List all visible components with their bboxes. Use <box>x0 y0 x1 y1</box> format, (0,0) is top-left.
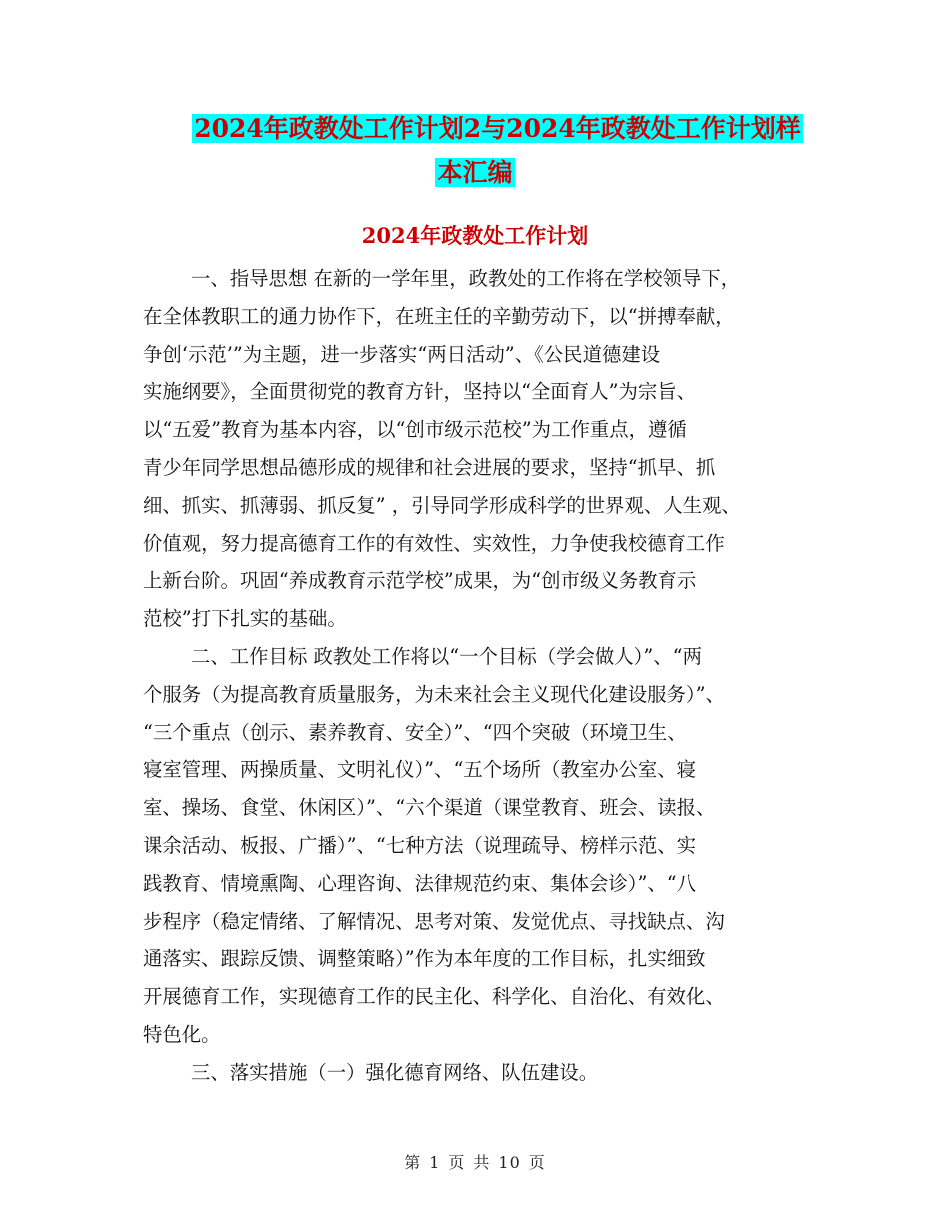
paragraph-line: 个服务（为提高教育质量服务，为未来社会主义现代化建设服务）”、 <box>143 682 725 706</box>
section-title: 2024年政教处工作计划 <box>361 223 589 248</box>
paragraph-line: 实施纲要》，全面贯彻党的教育方针，坚持以“全面育人”为宗旨、 <box>143 380 697 404</box>
paragraph-line: 以“五爱”教育为基本内容，以“创市级示范校”为工作重点，遵循 <box>143 418 687 442</box>
footer-label-ye: 页 <box>448 1153 466 1172</box>
document-body <box>143 260 823 1092</box>
paragraph-line: 细、抓实、抓薄弱、抓反复” ，引导同学形成科学的世界观、人生观、 <box>143 493 741 517</box>
paragraph-line: 课余活动、板报、广播）”、“七种方法（说理疏导、榜样示范、实 <box>143 833 697 857</box>
paragraph-line: 一、指导思想 在新的一学年里，政教处的工作将在学校领导下， <box>191 267 741 290</box>
paragraph-line: 范校”打下扎实的基础。 <box>143 607 347 631</box>
paragraph-line: “三个重点（创示、素养教育、安全）”、“四个突破（环境卫生、 <box>143 720 687 744</box>
paragraph-line: 上新台阶。巩固“养成教育示范学校”成果，为“创市级义务教育示 <box>143 569 697 593</box>
paragraph-line: 三、落实措施（一）强化德育网络、队伍建设。 <box>191 1060 599 1084</box>
paragraph-line: 步程序（稳定情绪、了解情况、思考对策、发觉优点、寻找缺点、沟 <box>143 909 725 933</box>
footer-label-ye2: 页 <box>528 1153 546 1172</box>
paragraph-line: 二、工作目标 政教处工作将以“一个目标（学会做人）”、“两 <box>191 644 702 668</box>
paragraph-line: 室、操场、食堂、休闲区）”、“六个渠道（课堂教育、班会、读报、 <box>143 796 716 820</box>
paragraph-line: 开展德育工作，实现德育工作的民主化、科学化、自治化、有效化、 <box>143 985 725 1009</box>
paragraph-line: 特色化。 <box>143 1022 221 1046</box>
document-title-line2: 本汇编 <box>437 158 513 187</box>
paragraph-line: 践教育、情境熏陶、心理咨询、法律规范约束、集体会诊）”、“八 <box>143 871 697 895</box>
paragraph-line: 争创‘示范’”为主题，进一步落实“两日活动”、《公民道德建设 <box>143 342 661 366</box>
footer-label-total: 共 <box>473 1153 491 1172</box>
paragraph-line: 价值观，努力提高德育工作的有效性、实效性，力争使我校德育工作 <box>143 531 725 555</box>
document-title-line1: 2024年政教处工作计划2与2024年政教处工作计划样 <box>194 114 801 143</box>
paragraph-line: 寝室管理、两操质量、文明礼仪）”、“五个场所（教室办公室、寝 <box>143 758 697 782</box>
total-pages-number: 10 <box>498 1153 521 1172</box>
page-footer <box>0 1150 950 1173</box>
paragraph-line: 通落实、跟踪反馈、调整策略）”作为本年度的工作目标，扎实细致 <box>143 947 706 971</box>
footer-label-page: 第 <box>404 1153 422 1172</box>
current-page-number: 1 <box>429 1153 441 1172</box>
paragraph-line: 青少年同学思想品德形成的规律和社会进展的要求，坚持“抓早、抓 <box>143 455 716 479</box>
paragraph-line: 在全体教职工的通力协作下，在班主任的辛勤劳动下，以“拼搏奉献， <box>143 304 735 328</box>
